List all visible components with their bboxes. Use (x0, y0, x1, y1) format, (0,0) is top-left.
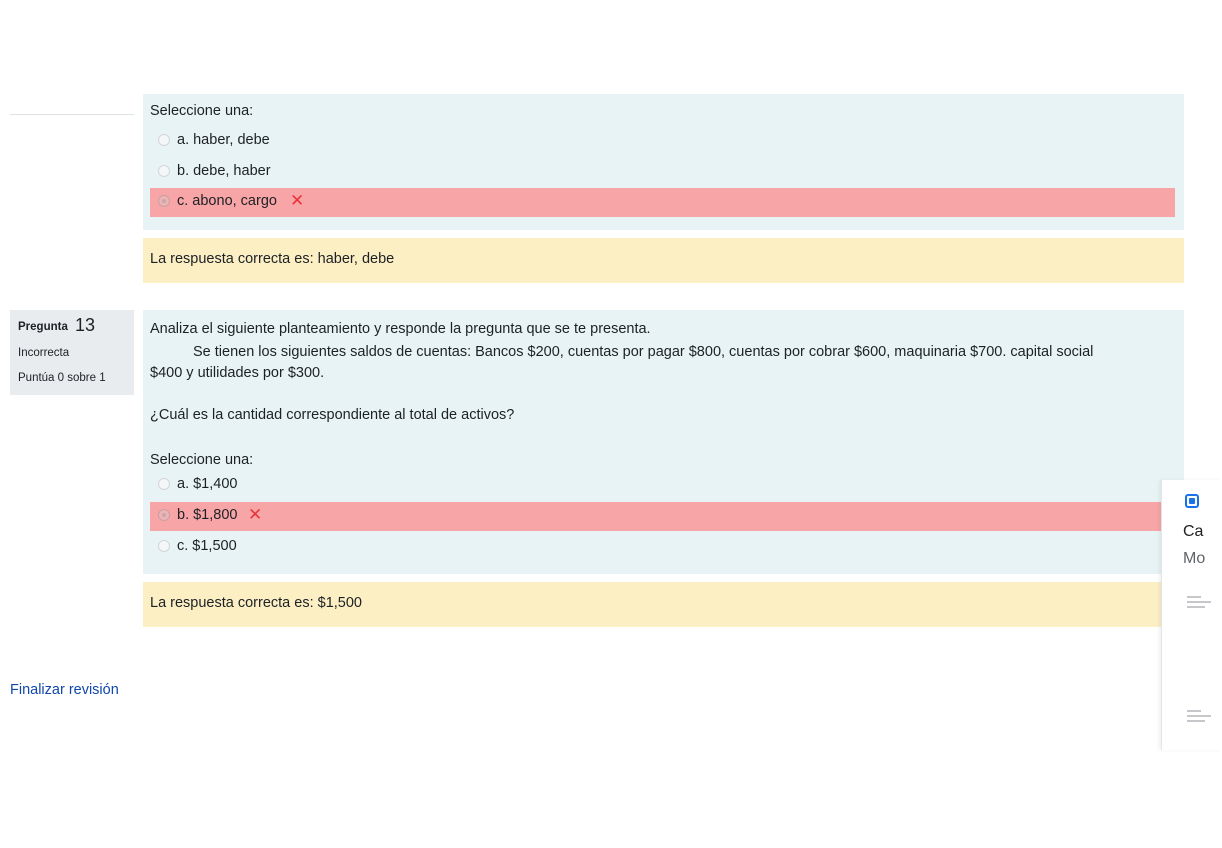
question-13-answer-b (150, 502, 1184, 531)
radio-button-selected (158, 509, 170, 521)
side-panel-title: Ca (1183, 523, 1204, 540)
question-13-instruction: Analiza el siguiente planteamiento y responde la pregunta que se te presenta. (150, 321, 651, 337)
thumbnail-line (1187, 720, 1205, 722)
radio-button (158, 478, 170, 490)
page-thumbnail[interactable] (1187, 708, 1217, 726)
radio-button (158, 165, 170, 177)
quiz-review-page (0, 103, 1206, 734)
thumbnail-line (1187, 596, 1201, 598)
radio-button (158, 134, 170, 146)
thumbnail-line (1187, 710, 1201, 712)
answer-label: c. abono, cargo (177, 193, 277, 209)
cross-icon: ✕ (248, 505, 263, 524)
question-13-feedback (143, 582, 1184, 627)
question-13-statement: Se tienen los siguientes saldos de cuentas: Bancos $200, cuentas por pagar $800, cuentas por cobrar $600, maquinaria $700. capital social (193, 344, 1094, 360)
thumbnail-line (1187, 606, 1205, 608)
question-13-question: ¿Cuál es la cantidad correspondiente al total de activos? (150, 407, 515, 423)
question-13-statement-continued: $400 y utilidades por $300. (150, 365, 325, 381)
question-12-info-divider (10, 114, 134, 115)
radio-button-selected (158, 195, 170, 207)
question-12-answer-c (150, 188, 1175, 217)
radio-button (158, 540, 170, 552)
question-label: Pregunta (18, 321, 68, 333)
side-panel-subtitle: Mo (1183, 550, 1206, 567)
cross-icon: ✕ (290, 191, 305, 210)
question-12-answer-b (150, 158, 1175, 187)
question-number: 13 (75, 315, 96, 335)
radio-dot (162, 513, 166, 517)
answer-label: b. debe, haber (177, 163, 271, 179)
question-13-answer-a (150, 471, 1175, 500)
finish-review-link[interactable]: Finalizar revisión (10, 682, 119, 698)
answer-label: a. haber, debe (177, 132, 270, 148)
question-12-feedback (143, 238, 1184, 283)
page-thumbnail[interactable] (1187, 594, 1217, 612)
answer-label: a. $1,400 (177, 476, 238, 492)
question-12-select-prompt: Seleccione una: (150, 103, 254, 119)
document-icon[interactable] (1185, 494, 1199, 508)
question-13-info (10, 310, 134, 395)
question-13-answer-c (150, 533, 1175, 562)
question-13-select-prompt: Seleccione una: (150, 452, 254, 468)
radio-dot (162, 199, 166, 203)
side-panel[interactable] (1161, 480, 1222, 750)
correct-answer-text: La respuesta correcta es: haber, debe (150, 251, 395, 267)
question-12-answer-a (150, 127, 1175, 156)
thumbnail-line (1187, 601, 1211, 603)
question-grade: Puntúa 0 sobre 1 (18, 372, 106, 384)
thumbnail-line (1187, 715, 1211, 717)
answer-label: c. $1,500 (177, 538, 237, 554)
question-state: Incorrecta (18, 347, 70, 359)
correct-answer-text: La respuesta correcta es: $1,500 (150, 595, 362, 611)
answer-label: b. $1,800 (177, 507, 238, 523)
